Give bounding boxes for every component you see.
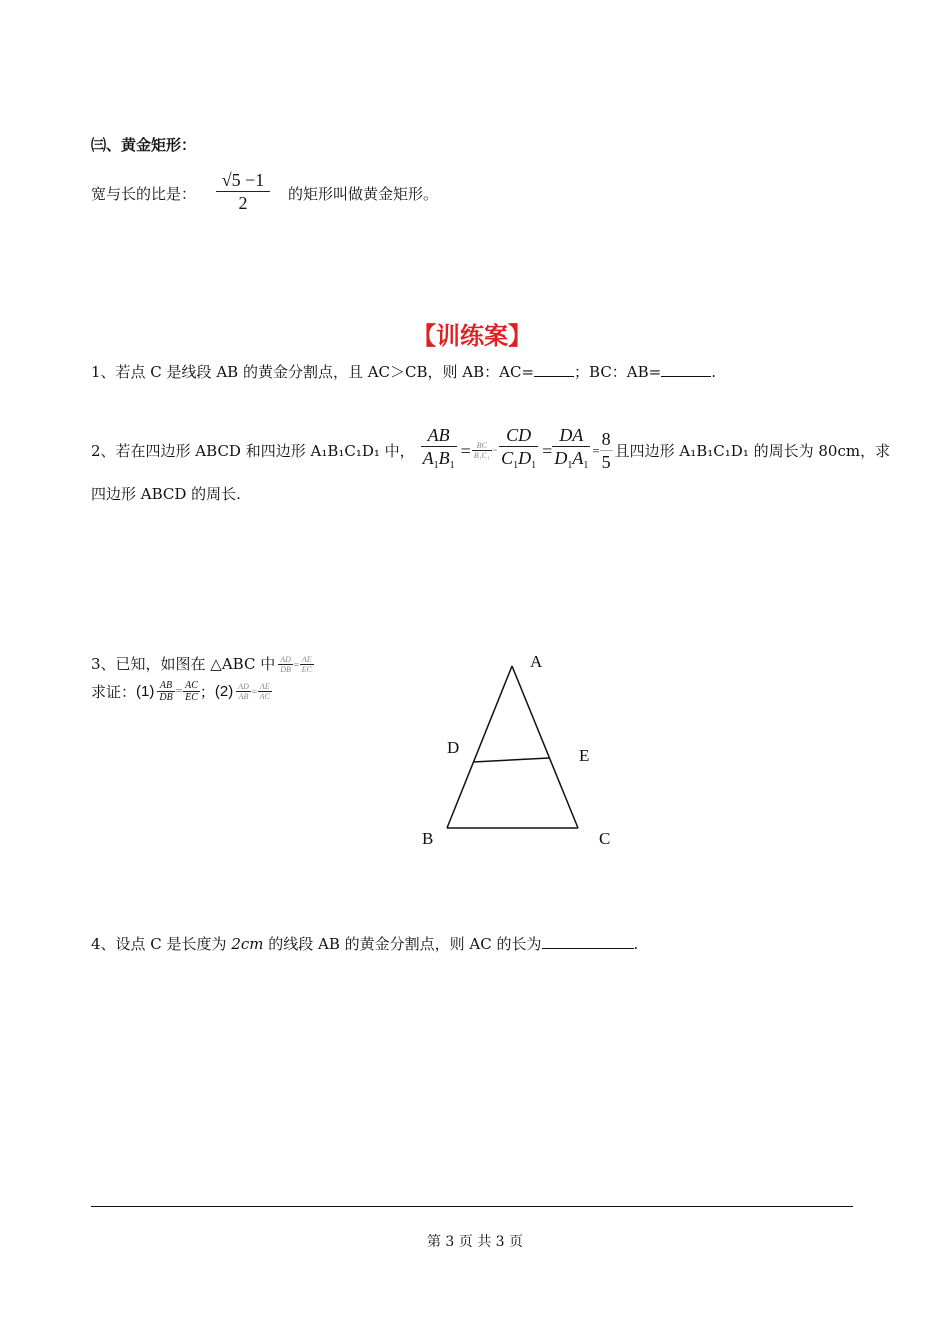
q3-separator: ； bbox=[199, 682, 215, 701]
q3-p2-fraction-2 bbox=[258, 682, 272, 701]
q2-f4-den-a-sub: 1 bbox=[567, 460, 573, 471]
q4-blank[interactable] bbox=[542, 932, 634, 949]
q3-cond-den-1: DB bbox=[280, 664, 291, 674]
question-1 bbox=[91, 360, 716, 382]
q3-p2-den-2: AC bbox=[259, 692, 270, 701]
q3-cond-num-1: AD bbox=[280, 654, 291, 664]
q2-eq-4: = bbox=[592, 442, 600, 458]
q2-eq-2: = bbox=[492, 446, 498, 455]
golden-rect-prefix: 宽与长的比是： bbox=[91, 185, 197, 203]
vertex-label-c: C bbox=[599, 829, 611, 848]
question-3-line-1 bbox=[91, 654, 314, 674]
q1-text-2: ；BC：AB= bbox=[574, 363, 662, 381]
q4-text-2: 的线段 AB 的黄金分割点，则 AC 的长为 bbox=[263, 935, 542, 953]
golden-ratio-fraction bbox=[216, 169, 270, 214]
q2-eq-3: = bbox=[542, 440, 553, 461]
q3-p1-fraction-1 bbox=[157, 680, 174, 703]
triangle-figure bbox=[400, 640, 640, 860]
q3-p2-den-1: AB bbox=[238, 692, 249, 701]
q2-f1-den-a: A bbox=[422, 448, 434, 468]
q2-f1-den-b-sub: 1 bbox=[449, 460, 455, 471]
q3-p1-eq: = bbox=[174, 686, 184, 697]
question-4 bbox=[91, 932, 638, 954]
vertex-label-b: B bbox=[422, 829, 434, 848]
q2-f3-den-a-sub: 1 bbox=[513, 460, 519, 471]
q1-blank-1[interactable] bbox=[534, 360, 574, 377]
q2-f1-num: AB bbox=[421, 424, 457, 447]
q4-text-1: 4、设点 C 是长度为 bbox=[91, 935, 232, 953]
question-2 bbox=[91, 424, 890, 477]
q2-f5-den: 5 bbox=[601, 452, 611, 472]
q2-fraction-da bbox=[552, 424, 590, 477]
q2-f3-den-b-sub: 1 bbox=[531, 460, 537, 471]
vertex-label-a: A bbox=[530, 652, 543, 671]
q2-f3-den-b: D bbox=[518, 448, 532, 468]
q3-cond-num-2: AE bbox=[300, 655, 314, 665]
vertex-label-e: E bbox=[579, 746, 590, 765]
footer-divider bbox=[91, 1206, 853, 1207]
side-ac bbox=[512, 666, 578, 828]
vertex-label-d: D bbox=[447, 738, 460, 757]
golden-ratio-numerator: √5 −1 bbox=[216, 169, 270, 192]
q3-cond-den-2: EC bbox=[301, 664, 312, 674]
q3-line-1: 3、已知，如图在 △ABC 中 bbox=[91, 655, 276, 673]
q3-p1-label: (1) bbox=[136, 682, 155, 700]
section-heading: ㈢、黄金矩形： bbox=[91, 136, 197, 154]
q3-p1-fraction-2 bbox=[183, 680, 200, 703]
q3-p2-num-2: AE bbox=[258, 682, 272, 692]
q3-cond-fraction-1 bbox=[278, 655, 293, 674]
q2-f4-num: DA bbox=[552, 424, 590, 447]
q4-value: 2cm bbox=[231, 935, 264, 953]
q3-prove: 求证： bbox=[91, 682, 137, 701]
q3-p2-label: (2) bbox=[214, 682, 234, 700]
q3-cond-fraction-2 bbox=[300, 655, 314, 674]
q2-prefix: 2、若在四边形 ABCD 和四边形 A₁B₁C₁D₁ 中， bbox=[91, 441, 415, 460]
q2-fraction-ab bbox=[421, 424, 457, 477]
q2-f3-num: CD bbox=[499, 424, 538, 447]
q2-f2-den: B₁C₁ bbox=[473, 451, 490, 460]
segment-de bbox=[473, 758, 549, 762]
q2-f4-den-b-sub: 1 bbox=[583, 460, 589, 471]
q2-f4-den-a: D bbox=[554, 448, 568, 468]
q2-f1-den-b: B bbox=[438, 448, 450, 468]
q3-p2-num-1: AD bbox=[238, 682, 249, 691]
q3-cond-eq: = bbox=[292, 659, 300, 669]
q3-p2-fraction-1 bbox=[236, 682, 251, 701]
training-title: 【训练案】 bbox=[412, 322, 532, 350]
q2-fraction-cd bbox=[499, 424, 538, 477]
question-3-line-2 bbox=[91, 680, 272, 703]
q3-p2-eq: = bbox=[250, 687, 258, 696]
page-footer: 第 3 页 共 3 页 bbox=[426, 1234, 524, 1250]
golden-ratio-denominator: 2 bbox=[238, 193, 248, 213]
q3-p1-den-1: DB bbox=[159, 692, 173, 703]
q1-text-3: . bbox=[711, 363, 717, 381]
q1-blank-2[interactable] bbox=[661, 360, 711, 377]
q2-f1-den-a-sub: 1 bbox=[433, 460, 439, 471]
q2-fraction-8-5 bbox=[600, 428, 613, 473]
q4-text-3: . bbox=[633, 935, 639, 953]
q2-line-2: 四边形 ABCD 的周长. bbox=[91, 485, 241, 503]
q2-f4-den-b: A bbox=[572, 448, 584, 468]
q3-p1-den-2: EC bbox=[185, 692, 198, 703]
q2-f3-den-a: C bbox=[501, 448, 514, 468]
q3-p1-num-2: AC bbox=[185, 680, 198, 691]
q2-fraction-bc bbox=[472, 441, 492, 460]
q3-p1-num-1: AB bbox=[157, 680, 174, 692]
q2-f5-num: 8 bbox=[601, 429, 611, 449]
golden-rect-suffix: 的矩形叫做黄金矩形。 bbox=[288, 185, 439, 203]
q1-text-1: 1、若点 C 是线段 AB 的黄金分割点，且 AC＞CB，则 AB：AC= bbox=[91, 363, 535, 381]
q2-eq-1: = bbox=[460, 440, 471, 461]
q2-suffix: 且四边形 A₁B₁C₁D₁ 的周长为 80cm，求 bbox=[614, 441, 891, 460]
q2-f2-num: BC bbox=[472, 441, 492, 451]
